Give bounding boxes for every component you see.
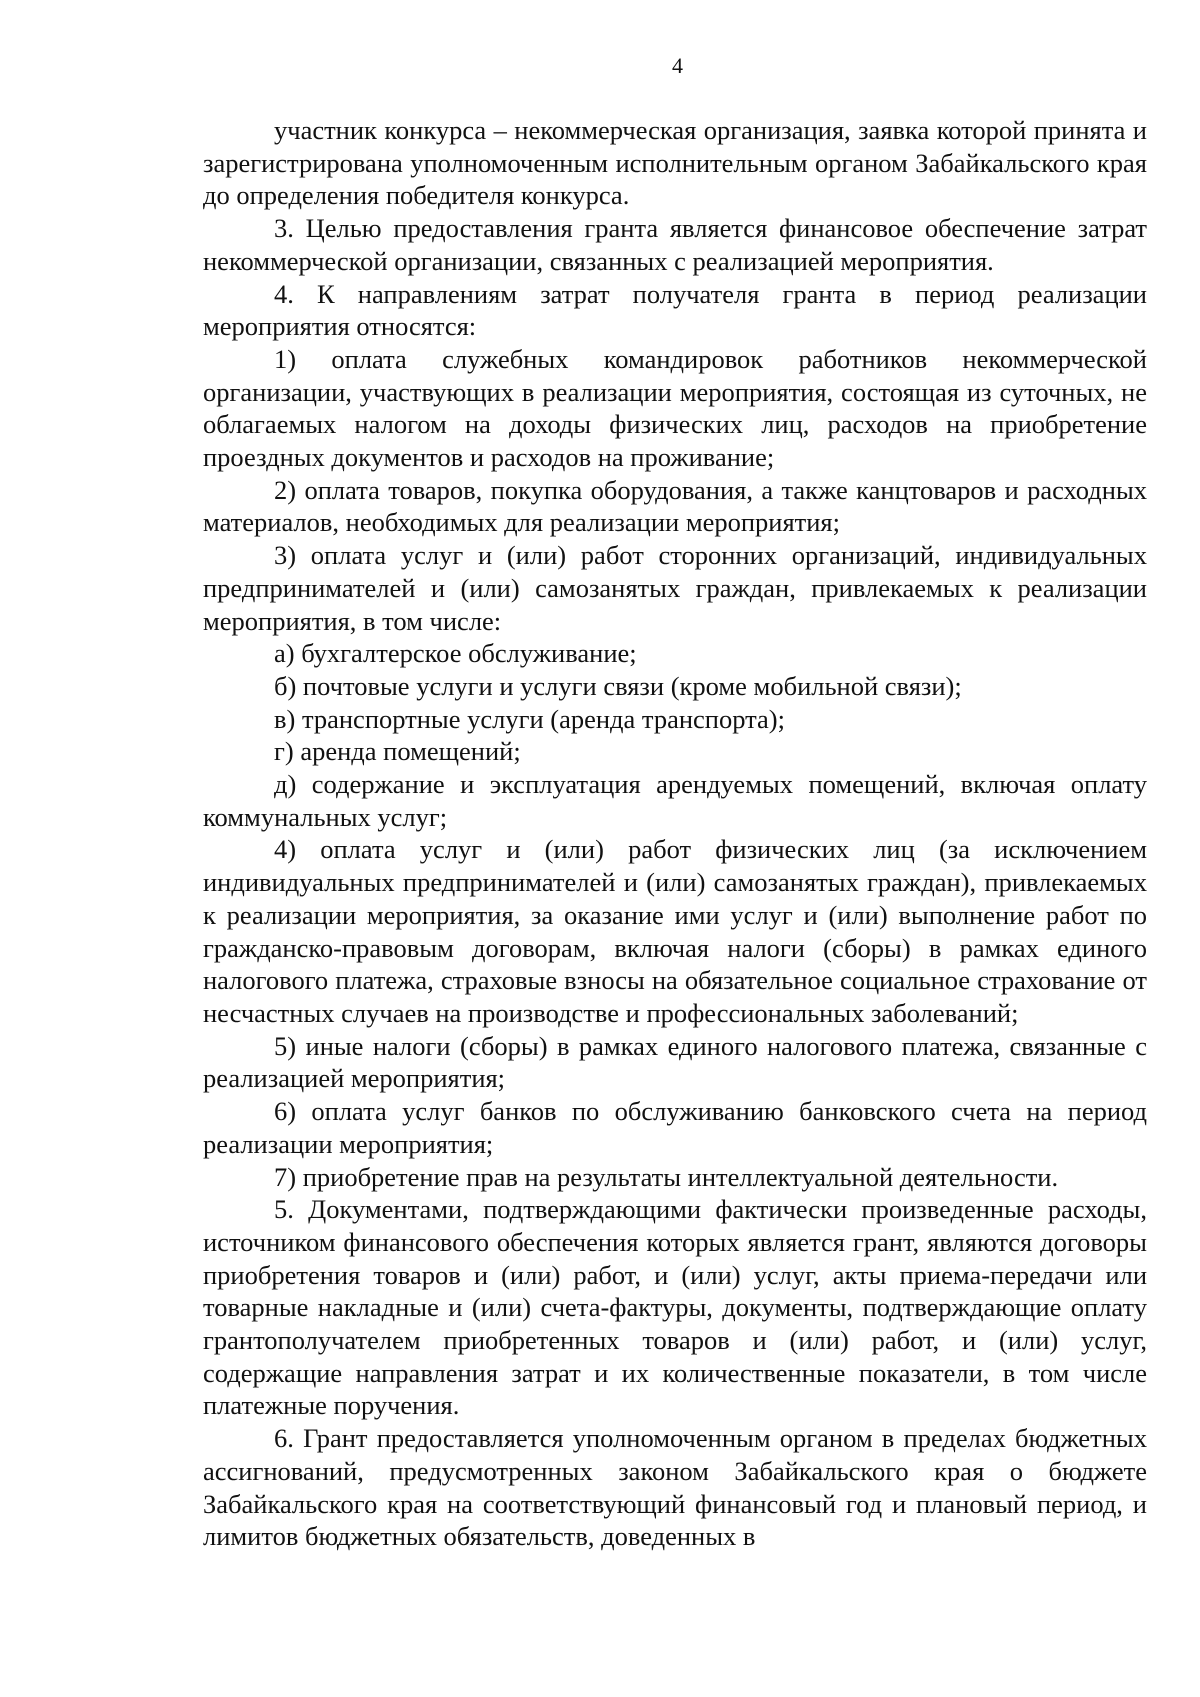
sub-item-v-transport: в) транспортные услуги (аренда транспорта); bbox=[274, 703, 785, 734]
paragraph-6-grant-provision: 6. Грант предоставляется уполномоченным органом в пределах бюджетных ассигнований, предусмотренных законом Забайкальского края о бюджете Забайкальского края на соответствующий финансовый год и плановый период, и лимитов бюджетных обязательств, доведенных в bbox=[203, 1423, 1147, 1552]
sub-item-a-accounting: а) бухгалтерское обслуживание; bbox=[274, 638, 637, 669]
sub-item-g-premises-rent: г) аренда помещений; bbox=[274, 736, 521, 767]
page-number: 4 bbox=[672, 53, 683, 78]
list-item-3-third-party-services: 3) оплата услуг и (или) работ сторонних организаций, индивидуальных предпринимателей и (или) самозанятых граждан, привлекаемых к реализации мероприятия, в том числе: bbox=[203, 540, 1147, 636]
list-item-4-individuals-services: 4) оплата услуг и (или) работ физических лиц (за исключением индивидуальных предпринимателей и (или) самозанятых граждан), привлекаемых к реализации мероприятия, за оказание ими услуг и (или) выполнение работ по гражданско-правовым договорам, включая налоги (сборы) в рамках единого налогового платежа, страховые взносы на обязательное социальное страхование от несчастных случаев на производстве и профессиональных заболеваний; bbox=[203, 834, 1147, 1028]
list-item-1-business-trips: 1) оплата служебных командировок работников некоммерческой организации, участвующих в реализации мероприятия, состоящая из суточных, не облагаемых налогом на доходы физических лиц, расходов на приобретение проездных документов и расходов на проживание; bbox=[203, 343, 1147, 473]
list-item-7-intellectual-property: 7) приобретение прав на результаты интеллектуальной деятельности. bbox=[274, 1161, 1059, 1192]
paragraph-3-grant-purpose: 3. Целью предоставления гранта является финансовое обеспечение затрат некоммерческой организации, связанных с реализацией мероприятия. bbox=[203, 213, 1147, 276]
paragraph-participant-definition: участник конкурса – некоммерческая организация, заявка которой принята и зарегистрирована уполномоченным исполнительным органом Забайкальского края до определения победителя конкурса. bbox=[203, 115, 1147, 211]
document-body bbox=[203, 114, 1147, 1553]
paragraph-5-supporting-documents: 5. Документами, подтверждающими фактически произведенные расходы, источником финансового обеспечения которых является грант, являются договоры приобретения товаров и (или) работ, и (или) услуг, акты приема-передачи или товарные накладные и (или) счета-фактуры, документы, подтверждающие оплату грантополучателем приобретенных товаров и (или) работ, и (или) услуг, содержащие направления затрат и их количественные показатели, в том числе платежные поручения. bbox=[203, 1194, 1147, 1421]
list-item-2-goods-equipment: 2) оплата товаров, покупка оборудования, а также канцтоваров и расходных материалов, необходимых для реализации мероприятия; bbox=[203, 474, 1147, 538]
paragraph-4-cost-directions: 4. К направлениям затрат получателя гранта в период реализации мероприятия относятся: bbox=[203, 278, 1147, 342]
sub-item-d-premises-maintenance: д) содержание и эксплуатация арендуемых помещений, включая оплату коммунальных услуг; bbox=[203, 769, 1147, 832]
list-item-5-other-taxes: 5) иные налоги (сборы) в рамках единого налогового платежа, связанные с реализацией мероприятия; bbox=[203, 1030, 1147, 1094]
sub-item-b-postal-services: б) почтовые услуги и услуги связи (кроме мобильной связи); bbox=[274, 670, 962, 701]
list-item-6-bank-services: 6) оплата услуг банков по обслуживанию банковского счета на период реализации мероприятия; bbox=[203, 1096, 1147, 1159]
